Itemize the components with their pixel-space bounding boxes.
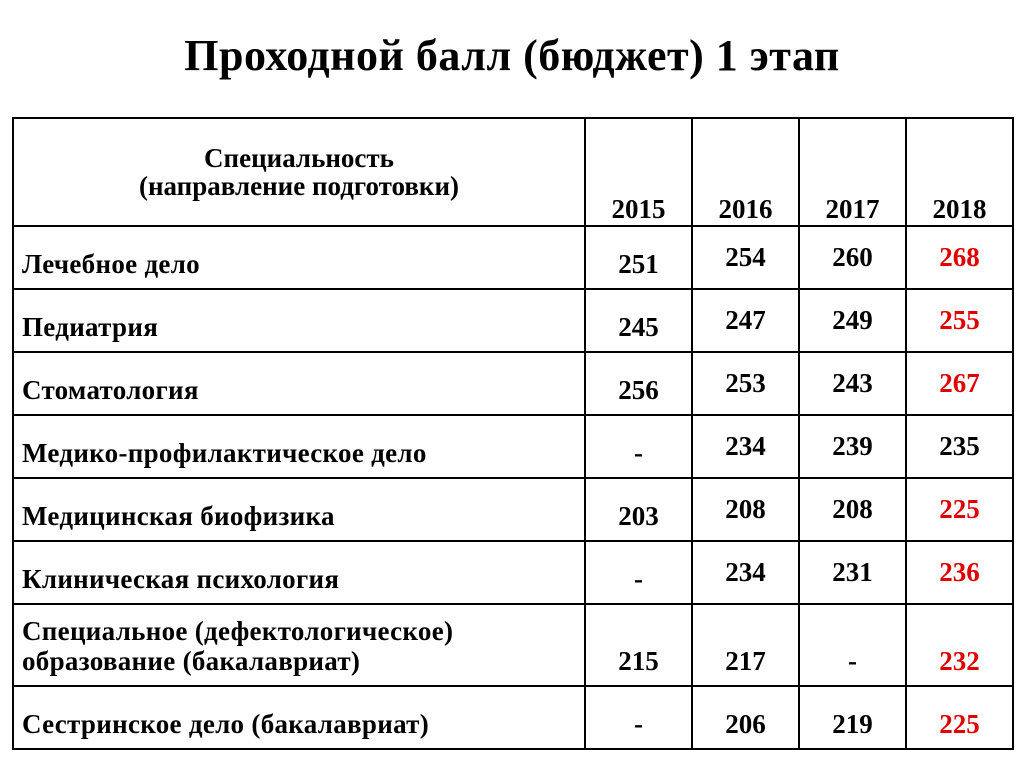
score-cell: 208 [692,478,799,541]
score-cell: 245 [585,289,692,352]
score-cell: 243 [799,352,906,415]
score-cell: 247 [692,289,799,352]
score-cell: 249 [799,289,906,352]
specialty-cell [13,604,585,686]
table-row [13,478,1013,541]
table-header-row [13,118,1013,226]
score-cell: 239 [799,415,906,478]
score-cell: 219 [799,686,906,749]
score-cell: 234 [692,541,799,604]
score-cell: 231 [799,541,906,604]
score-cell: - [799,604,906,686]
score-cell: 206 [692,686,799,749]
specialty-cell: Стоматология [13,352,585,415]
score-cell: 254 [692,226,799,289]
header-specialty [13,118,585,226]
passing-score-table [12,117,1014,750]
table-row [13,226,1013,289]
score-cell-2018: 232 [906,604,1013,686]
table-row [13,289,1013,352]
score-cell: 256 [585,352,692,415]
specialty-cell: Лечебное дело [13,226,585,289]
score-cell: - [585,415,692,478]
header-year-2018: 2018 [906,118,1013,226]
specialty-cell: Клиническая психология [13,541,585,604]
table-row [13,686,1013,749]
score-cell: 253 [692,352,799,415]
score-cell-2018: 225 [906,478,1013,541]
header-year-2016: 2016 [692,118,799,226]
score-cell: - [585,541,692,604]
specialty-cell: Педиатрия [13,289,585,352]
header-specialty-line1: Специальность [204,143,394,173]
table-row [13,541,1013,604]
score-cell: 203 [585,478,692,541]
specialty-cell: Медико-профилактическое дело [13,415,585,478]
specialty-cell: Сестринское дело (бакалавриат) [13,686,585,749]
score-cell: 217 [692,604,799,686]
specialty-line2: образование (бакалавриат) [22,646,361,676]
header-year-2017: 2017 [799,118,906,226]
score-cell: 215 [585,604,692,686]
score-cell: 251 [585,226,692,289]
score-cell-2018: 267 [906,352,1013,415]
table-row [13,604,1013,686]
table-row [13,352,1013,415]
header-year-2015: 2015 [585,118,692,226]
score-cell: 208 [799,478,906,541]
specialty-cell: Медицинская биофизика [13,478,585,541]
score-cell-2018: 268 [906,226,1013,289]
score-cell: - [585,686,692,749]
score-cell-2018: 255 [906,289,1013,352]
specialty-line1: Специальное (дефектологическое) [22,616,454,646]
score-cell: 260 [799,226,906,289]
score-cell: 234 [692,415,799,478]
table-row [13,415,1013,478]
score-cell-2018: 236 [906,541,1013,604]
score-cell-2018: 225 [906,686,1013,749]
header-specialty-line2: (направление подготовки) [138,171,460,201]
slide-title: Проходной балл (бюджет) 1 этап [184,31,840,80]
score-cell-2018: 235 [906,415,1013,478]
